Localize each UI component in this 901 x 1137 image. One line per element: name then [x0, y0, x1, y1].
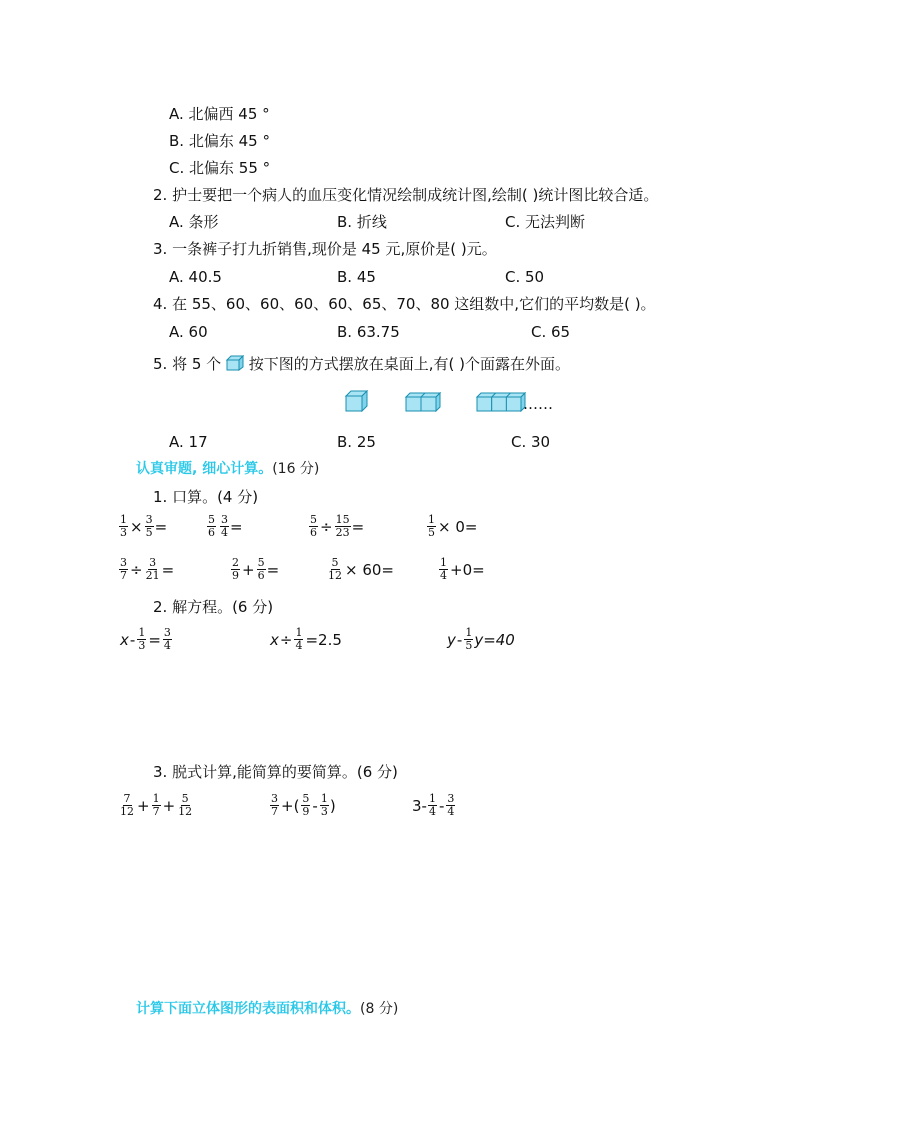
q3-option-c: C. 50	[505, 268, 545, 286]
fraction: $\frac{15}{23}$	[335, 513, 350, 539]
fraction: $\frac{1}{3}$	[320, 792, 328, 818]
equations-heading: 2. 解方程。(6 分)	[153, 598, 274, 616]
q2-option-a: A. 条形	[169, 213, 219, 231]
oral-item: $\frac{2}{9}$ + $\frac{5}{6}$ =	[232, 556, 280, 582]
fraction: $\frac{1}{7}$	[152, 792, 160, 818]
calc-expr-1: $\frac{7}{12}$ + $\frac{1}{7}$ + $\frac{5}{12}$	[120, 792, 193, 818]
section-solid-heading	[136, 999, 398, 1019]
oral-item: $\frac{5}{12}$ × 60=	[328, 556, 394, 582]
fraction: $\frac{3}{4}$	[447, 792, 455, 818]
fraction: $\frac{5}{6}$	[208, 513, 215, 539]
q1-option-c: C. 北偏东 55 °	[169, 159, 271, 177]
oral-item: $\frac{3}{7}$ ÷ $\frac{3}{21}$ =	[120, 556, 175, 582]
section-calc-points: (16 分)	[272, 461, 320, 477]
oral-calc-heading: 1. 口算。(4 分)	[153, 488, 259, 506]
fraction: $\frac{5}{6}$	[257, 556, 265, 582]
section-solid-points: (8 分)	[360, 1001, 399, 1017]
q4-option-a: A. 60	[169, 323, 208, 341]
fraction: $\frac{1}{4}$	[440, 556, 447, 582]
fraction: $\frac{3}{7}$	[271, 792, 278, 818]
oral-item: $\frac{1}{3}$ × $\frac{3}{5}$ =	[120, 513, 168, 539]
calc-heading: 3. 脱式计算,能简算的要简算。(6 分)	[153, 763, 398, 781]
fraction: $\frac{3}{21}$	[145, 556, 160, 582]
fraction: $\frac{3}{4}$	[221, 513, 228, 539]
fraction: $\frac{2}{9}$	[232, 556, 239, 582]
calc-expr-2: $\frac{3}{7}$ +( $\frac{5}{9}$ - $\frac{1}{3}$ )	[271, 792, 336, 818]
fraction: $\frac{1}{5}$	[428, 513, 435, 539]
calc-expr-3: 3- $\frac{1}{4}$ - $\frac{3}{4}$	[412, 792, 455, 818]
question-5-text-after: 按下图的方式摆放在桌面上,有( )个面露在外面。	[248, 355, 570, 373]
fraction: $\frac{1}{3}$	[120, 513, 127, 539]
continuation-dots: ……	[523, 395, 553, 413]
question-2: 2. 护士要把一个病人的血压变化情况绘制成统计图,绘制( )统计图比较合适。	[153, 186, 659, 204]
cube-icon	[226, 355, 244, 371]
q1-option-a: A. 北偏西 45 °	[169, 105, 270, 123]
fraction: $\frac{5}{6}$	[310, 513, 317, 539]
section-calc-heading	[136, 459, 319, 479]
fraction: $\frac{1}{3}$	[138, 626, 146, 652]
fraction: $\frac{3}{5}$	[145, 513, 153, 539]
q3-option-b: B. 45	[337, 268, 376, 286]
single-cube-figure	[345, 390, 369, 412]
fraction: $\frac{3}{7}$	[120, 556, 127, 582]
equation-item: x - $\frac{1}{3}$ = $\frac{3}{4}$	[120, 626, 171, 652]
question-5-text-before: 5. 将 5 个	[153, 355, 222, 373]
oral-item: $\frac{5}{6}$ ÷ $\frac{15}{23}$ =	[310, 513, 365, 539]
equation-item: y - $\frac{1}{5}$ y=40	[447, 626, 515, 652]
fraction: $\frac{1}{4}$	[295, 626, 303, 652]
q2-option-c: C. 无法判断	[505, 213, 586, 231]
question-5	[153, 354, 570, 374]
fraction: $\frac{5}{12}$	[178, 792, 193, 818]
q5-option-c: C. 30	[511, 433, 551, 451]
question-4: 4. 在 55、60、60、60、60、65、70、80 这组数中,它们的平均数是( )。	[153, 295, 656, 313]
fraction: $\frac{5}{9}$	[302, 792, 310, 818]
q2-option-b: B. 折线	[337, 213, 387, 231]
fraction: $\frac{1}{5}$	[465, 626, 473, 652]
fraction: $\frac{3}{4}$	[163, 626, 171, 652]
oral-item: $\frac{1}{4}$ +0=	[440, 556, 485, 582]
q4-option-c: C. 65	[531, 323, 571, 341]
two-cubes-figure	[405, 392, 441, 412]
q1-option-b: B. 北偏东 45 °	[169, 132, 270, 150]
oral-item: $\frac{1}{5}$ × 0=	[428, 513, 478, 539]
question-3: 3. 一条裤子打九折销售,现价是 45 元,原价是( )元。	[153, 240, 497, 258]
fraction: $\frac{5}{12}$	[328, 556, 342, 582]
q5-option-b: B. 25	[337, 433, 376, 451]
oral-item: $\frac{5}{6}$ $\frac{3}{4}$ =	[208, 513, 243, 539]
section-calc-title: 认真审题, 细心计算。	[136, 461, 273, 477]
q5-option-a: A. 17	[169, 433, 208, 451]
fraction: $\frac{7}{12}$	[120, 792, 134, 818]
three-cubes-figure	[476, 392, 526, 412]
equation-item: x ÷ $\frac{1}{4}$ =2.5	[270, 626, 342, 652]
q3-option-a: A. 40.5	[169, 268, 222, 286]
fraction: $\frac{1}{4}$	[428, 792, 436, 818]
q4-option-b: B. 63.75	[337, 323, 400, 341]
section-solid-title: 计算下面立体图形的表面积和体积。	[136, 1001, 360, 1017]
